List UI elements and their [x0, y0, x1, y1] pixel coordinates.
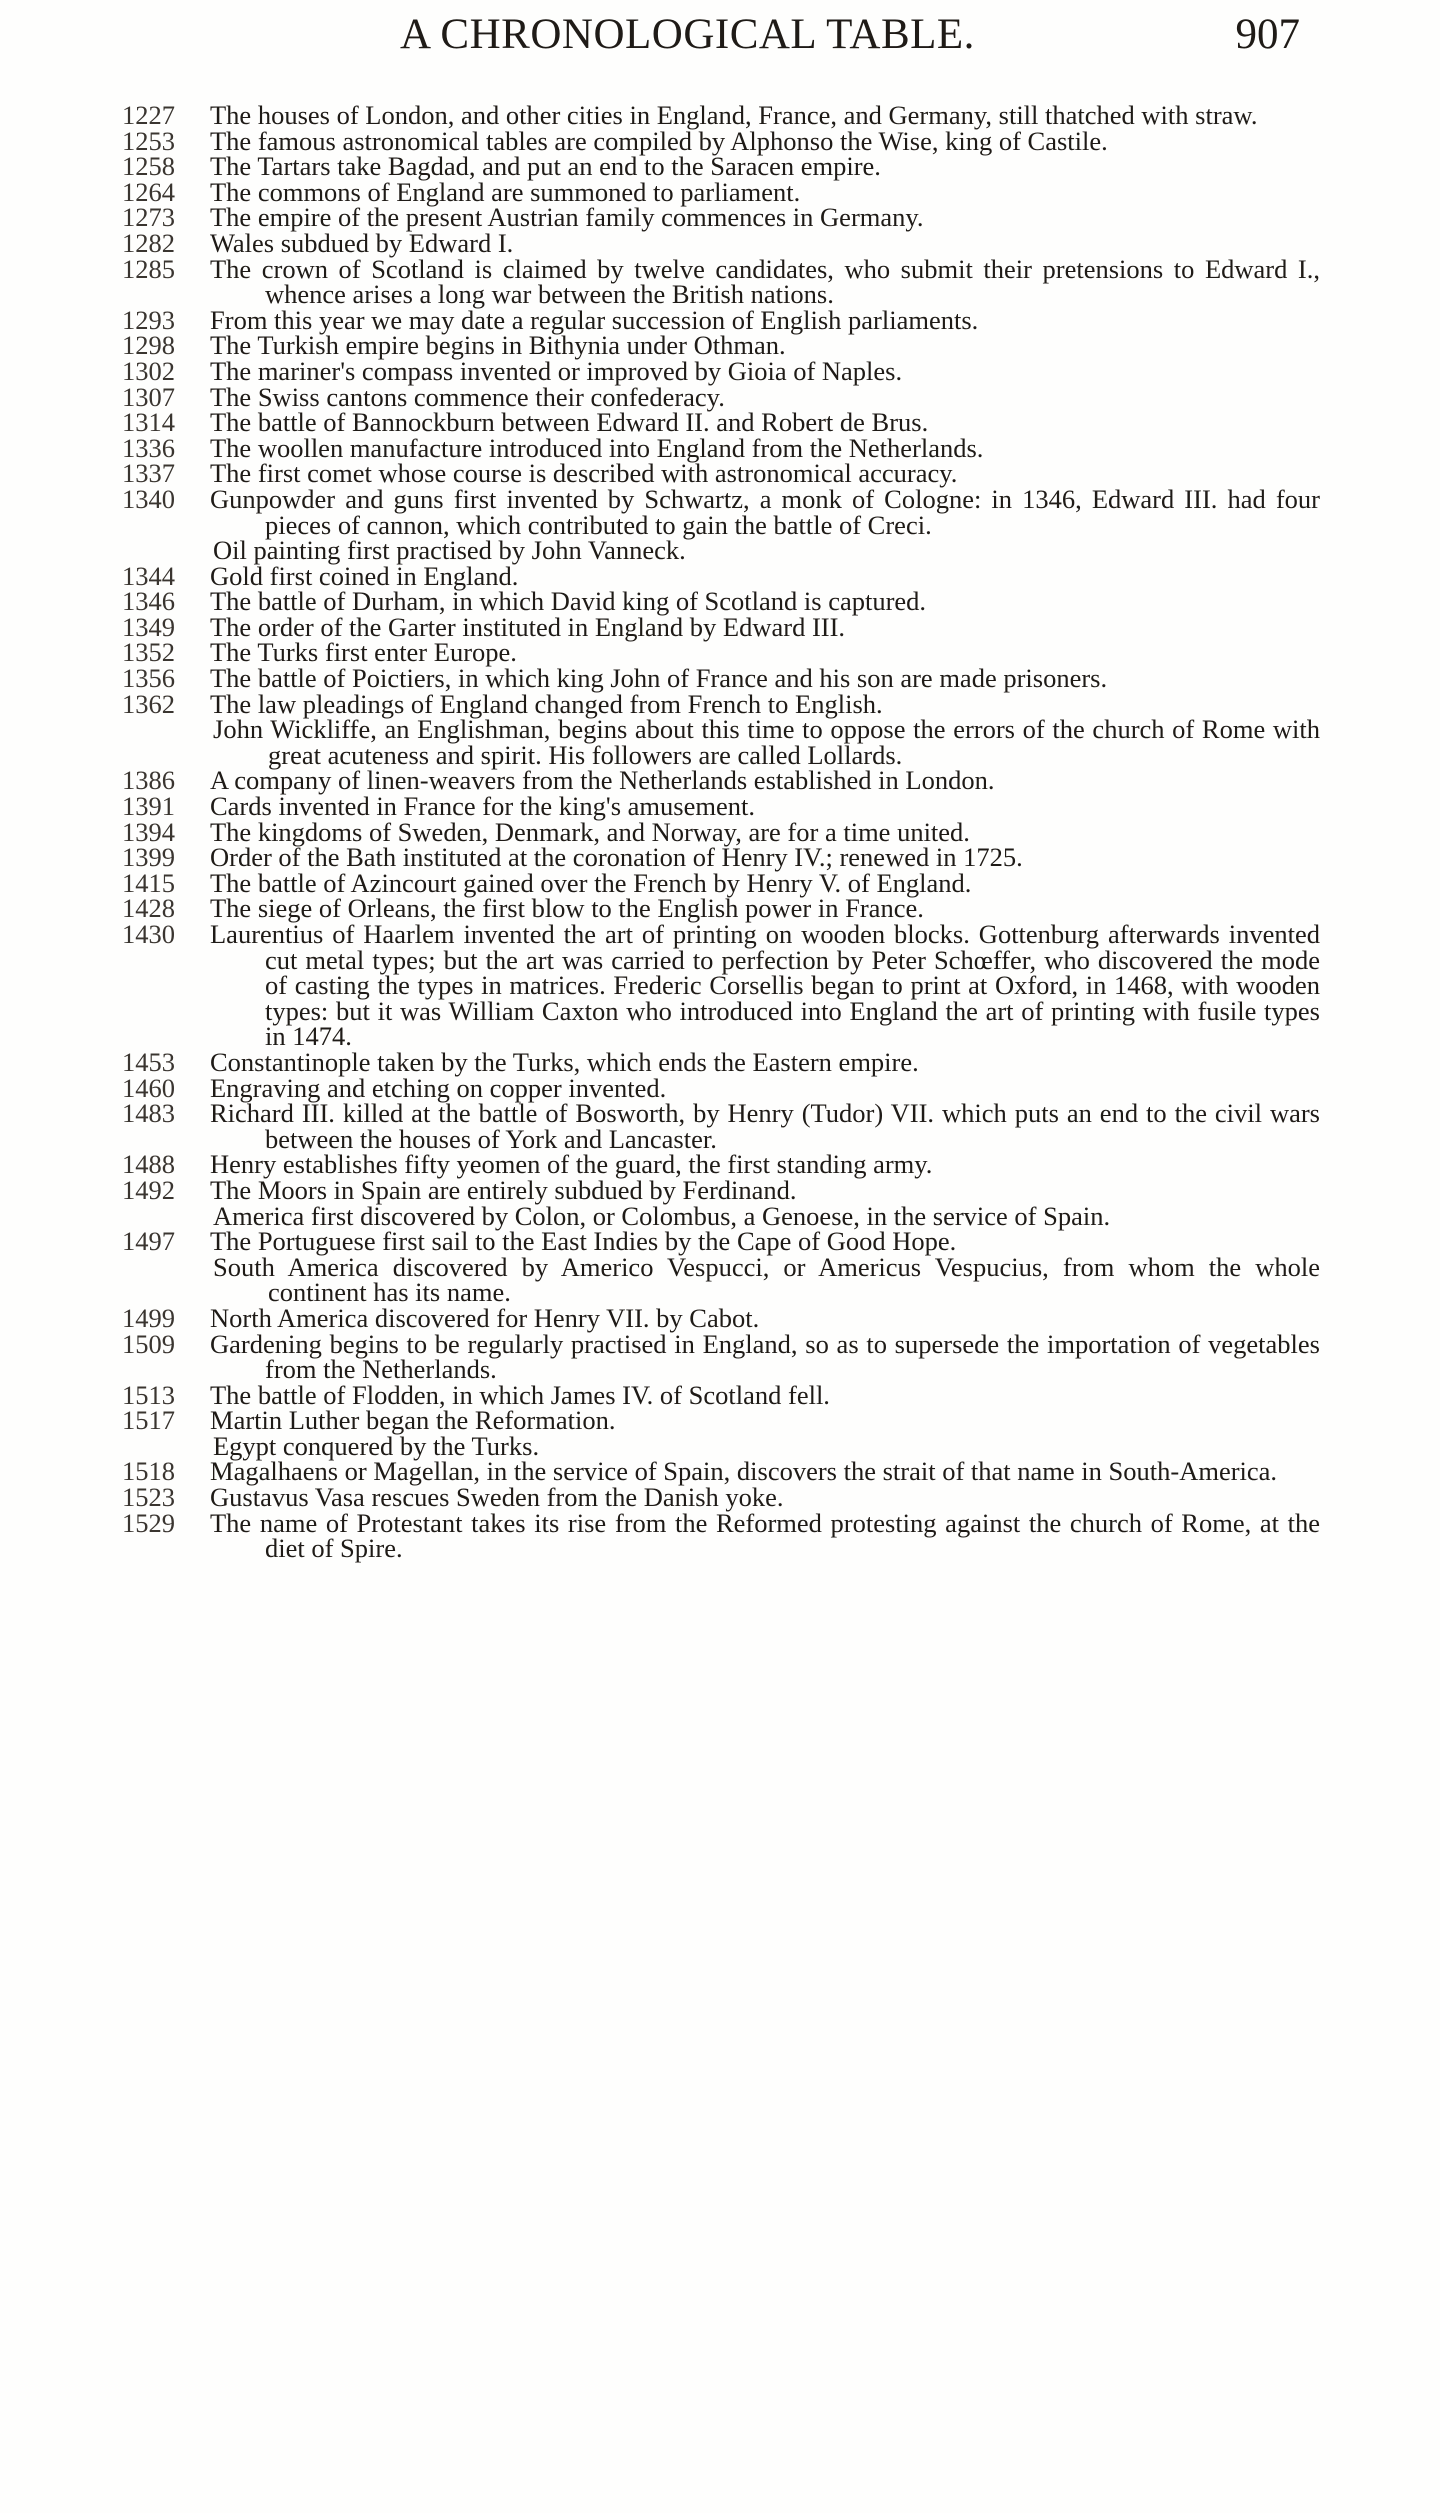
entry-text: The battle of Durham, in which David king of Scotland is captured.: [210, 586, 927, 617]
entry-year: 1430: [122, 919, 175, 949]
entry-year: 1356: [122, 663, 175, 694]
entry-text: The famous astronomical tables are compiled by Alphonso the Wise, king of Castile.: [210, 125, 1108, 156]
entry-text: The first comet whose course is described with astronomical accuracy.: [210, 458, 958, 489]
entry-year: 1523: [122, 1482, 175, 1513]
entry-text: Egypt conquered by the Turks.: [213, 1430, 540, 1461]
chronology-entry: [122, 791, 1320, 822]
entry-text: John Wickliffe, an Englishman, begins about this time to oppose the errors of the church of Rome with great acuteness and spirit. His followers are called Lollards.: [213, 714, 1320, 770]
entry-text: Martin Luther began the Reformation.: [210, 1405, 616, 1436]
entry-year: 1307: [122, 381, 175, 412]
entry-text: Laurentius of Haarlem invented the art of printing on wooden blocks. Gottenburg afterwards invented cut metal types; but the art was carried to perfection by Peter Schœffer, who discovered the mode of casting the types in matrices. Frederic Corsellis began to print at Oxford, in 1468, with wooden types: but it was William Caxton who introduced into England the art of printing with fusile types in 1474.: [210, 919, 1320, 1052]
entry-year: 1344: [122, 560, 175, 591]
entry-text: Order of the Bath instituted at the coronation of Henry IV.; renewed in 1725.: [210, 842, 1023, 873]
entry-text: The Swiss cantons commence their confederacy.: [210, 381, 725, 412]
entry-year: 1336: [122, 432, 175, 463]
entry-text: The Turkish empire begins in Bithynia under Othman.: [210, 330, 786, 361]
chronology-entry: [122, 1098, 1320, 1154]
chronology-entry: [122, 663, 1320, 694]
chronology-entry: [122, 1226, 1320, 1257]
entry-text: The kingdoms of Sweden, Denmark, and Norway, are for a time united.: [210, 816, 970, 847]
entry-text: The mariner's compass invented or improved by Gioia of Naples.: [210, 355, 903, 386]
entry-year: 1529: [122, 1507, 175, 1538]
entry-year: 1497: [122, 1226, 175, 1257]
entry-year: 1264: [122, 176, 175, 207]
entry-year: 1517: [122, 1405, 175, 1436]
entry-text: A company of linen-weavers from the Netherlands established in London.: [210, 765, 995, 796]
entry-year: 1337: [122, 458, 175, 489]
entry-text: America first discovered by Colon, or Colombus, a Genoese, in the service of Spain.: [213, 1200, 1111, 1231]
entry-year: 1453: [122, 1046, 175, 1077]
entry-year: 1492: [122, 1174, 175, 1205]
entry-year: 1352: [122, 637, 175, 668]
entry-year: 1483: [122, 1098, 175, 1129]
entry-year: 1349: [122, 611, 175, 642]
entry-text: The battle of Bannockburn between Edward II. and Robert de Brus.: [210, 407, 929, 438]
entry-year: 1273: [122, 202, 175, 233]
entry-text: South America discovered by Americo Vespucci, or Americus Vespucius, from whom the whole continent has its name.: [213, 1251, 1320, 1308]
entry-year: 1415: [122, 867, 175, 898]
entry-year: 1518: [122, 1456, 175, 1487]
entry-year: 1285: [122, 253, 175, 284]
entry-year: 1509: [122, 1328, 175, 1359]
entry-text: From this year we may date a regular succession of English parliaments.: [210, 304, 979, 335]
entry-year: 1428: [122, 893, 175, 924]
chronology-entry: [122, 535, 1320, 566]
chronology-entry: [122, 407, 1320, 438]
entry-text: The houses of London, and other cities in England, France, and Germany, still thatched with straw.: [210, 100, 1258, 130]
running-head: [400, 10, 1300, 70]
entry-year: 1282: [122, 227, 175, 258]
entry-text: Gunpowder and guns first invented by Schwartz, a monk of Cologne: in 1346, Edward III. had four pieces of cannon, which contributed to gain the battle of Creci.: [210, 483, 1320, 540]
chronology-entry: [122, 1328, 1320, 1385]
entry-year: 1258: [122, 151, 175, 182]
entry-year: 1340: [122, 483, 175, 514]
entry-year: 1302: [122, 355, 175, 386]
entry-text: The Turks first enter Europe.: [210, 637, 517, 668]
chronology-entry: [122, 355, 1320, 386]
entry-text: Constantinople taken by the Turks, which ends the Eastern empire.: [210, 1046, 919, 1077]
entry-text: Engraving and etching on copper invented.: [210, 1072, 667, 1103]
entry-text: The Moors in Spain are entirely subdued by Ferdinand.: [210, 1174, 797, 1205]
entry-text: The battle of Flodden, in which James IV. of Scotland fell.: [210, 1379, 830, 1410]
entry-year: 1394: [122, 816, 175, 847]
entry-year: 1513: [122, 1379, 175, 1410]
entry-year: 1391: [122, 791, 175, 822]
chronology-list: [122, 100, 1320, 1564]
chronology-entry: [122, 151, 1320, 182]
entry-text: North America discovered for Henry VII. by Cabot.: [210, 1302, 760, 1333]
chronology-entry: [122, 483, 1320, 540]
entry-text: Henry establishes fifty yeomen of the guard, the first standing army.: [210, 1149, 933, 1180]
entry-text: Richard III. killed at the battle of Bosworth, by Henry (Tudor) VII. which puts an end to the civil wars between the houses of York and Lancaster.: [210, 1098, 1320, 1154]
entry-text: The battle of Poictiers, in which king John of France and his son are made prisoners.: [210, 663, 1108, 694]
entry-text: Gustavus Vasa rescues Sweden from the Danish yoke.: [210, 1482, 784, 1513]
entry-year: 1399: [122, 842, 175, 873]
entry-text: Magalhaens or Magellan, in the service of Spain, discovers the strait of that name in South-America.: [210, 1456, 1278, 1487]
entry-text: The crown of Scotland is claimed by twelve candidates, who submit their pretensions to Edward I., whence arises a long war between the British nations.: [210, 253, 1320, 310]
entry-year: 1298: [122, 330, 175, 361]
entry-year: 1499: [122, 1302, 175, 1333]
chronology-entry: [122, 100, 1320, 130]
entry-text: The siege of Orleans, the first blow to the English power in France.: [210, 893, 924, 924]
entry-text: The commons of England are summoned to parliament.: [210, 176, 801, 207]
chronology-entry: [122, 227, 1320, 258]
entry-text: The name of Protestant takes its rise from the Reformed protesting against the church of Rome, at the diet of Spire.: [210, 1507, 1320, 1564]
chronology-entry: [122, 253, 1320, 310]
entry-text: The order of the Garter instituted in England by Edward III.: [210, 611, 846, 642]
chronology-entry: [122, 1251, 1320, 1308]
chronology-entry: [122, 1482, 1320, 1513]
entry-text: The Portuguese first sail to the East Indies by the Cape of Good Hope.: [210, 1226, 957, 1257]
chronology-entry: [122, 919, 1320, 1052]
chronology-entry: [122, 1174, 1320, 1205]
entry-text: Cards invented in France for the king's amusement.: [210, 791, 755, 822]
entry-year: 1386: [122, 765, 175, 796]
page-number: 907: [1235, 11, 1300, 58]
entry-text: Wales subdued by Edward I.: [210, 227, 514, 258]
entry-year: 1293: [122, 304, 175, 335]
entry-year: 1253: [122, 125, 175, 156]
entry-year: 1460: [122, 1072, 175, 1103]
chronology-entry: [122, 842, 1320, 873]
entry-text: The battle of Azincourt gained over the French by Henry V. of England.: [210, 867, 972, 898]
entry-text: The law pleadings of England changed from French to English.: [210, 688, 883, 719]
page-title: A CHRONOLOGICAL TABLE.: [400, 11, 975, 58]
chronology-entry: [122, 1302, 1320, 1333]
entry-text: Gold first coined in England.: [210, 560, 519, 591]
chronology-entry: [122, 1507, 1320, 1564]
entry-year: 1488: [122, 1149, 175, 1180]
entry-year: 1314: [122, 407, 175, 438]
entry-year: 1362: [122, 688, 175, 719]
entry-text: Oil painting first practised by John Vanneck.: [213, 535, 686, 566]
entry-year: 1346: [122, 586, 175, 617]
entry-text: Gardening begins to be regularly practised in England, so as to supersede the importation of vegetables from the Netherlands.: [210, 1328, 1320, 1385]
chronology-entry: [122, 1046, 1320, 1077]
entry-text: The woollen manufacture introduced into England from the Netherlands.: [210, 432, 984, 463]
entry-text: The Tartars take Bagdad, and put an end to the Saracen empire.: [210, 151, 881, 182]
entry-year: 1227: [122, 100, 175, 130]
chronology-entry: [122, 714, 1320, 770]
entry-text: The empire of the present Austrian family commences in Germany.: [210, 202, 924, 233]
